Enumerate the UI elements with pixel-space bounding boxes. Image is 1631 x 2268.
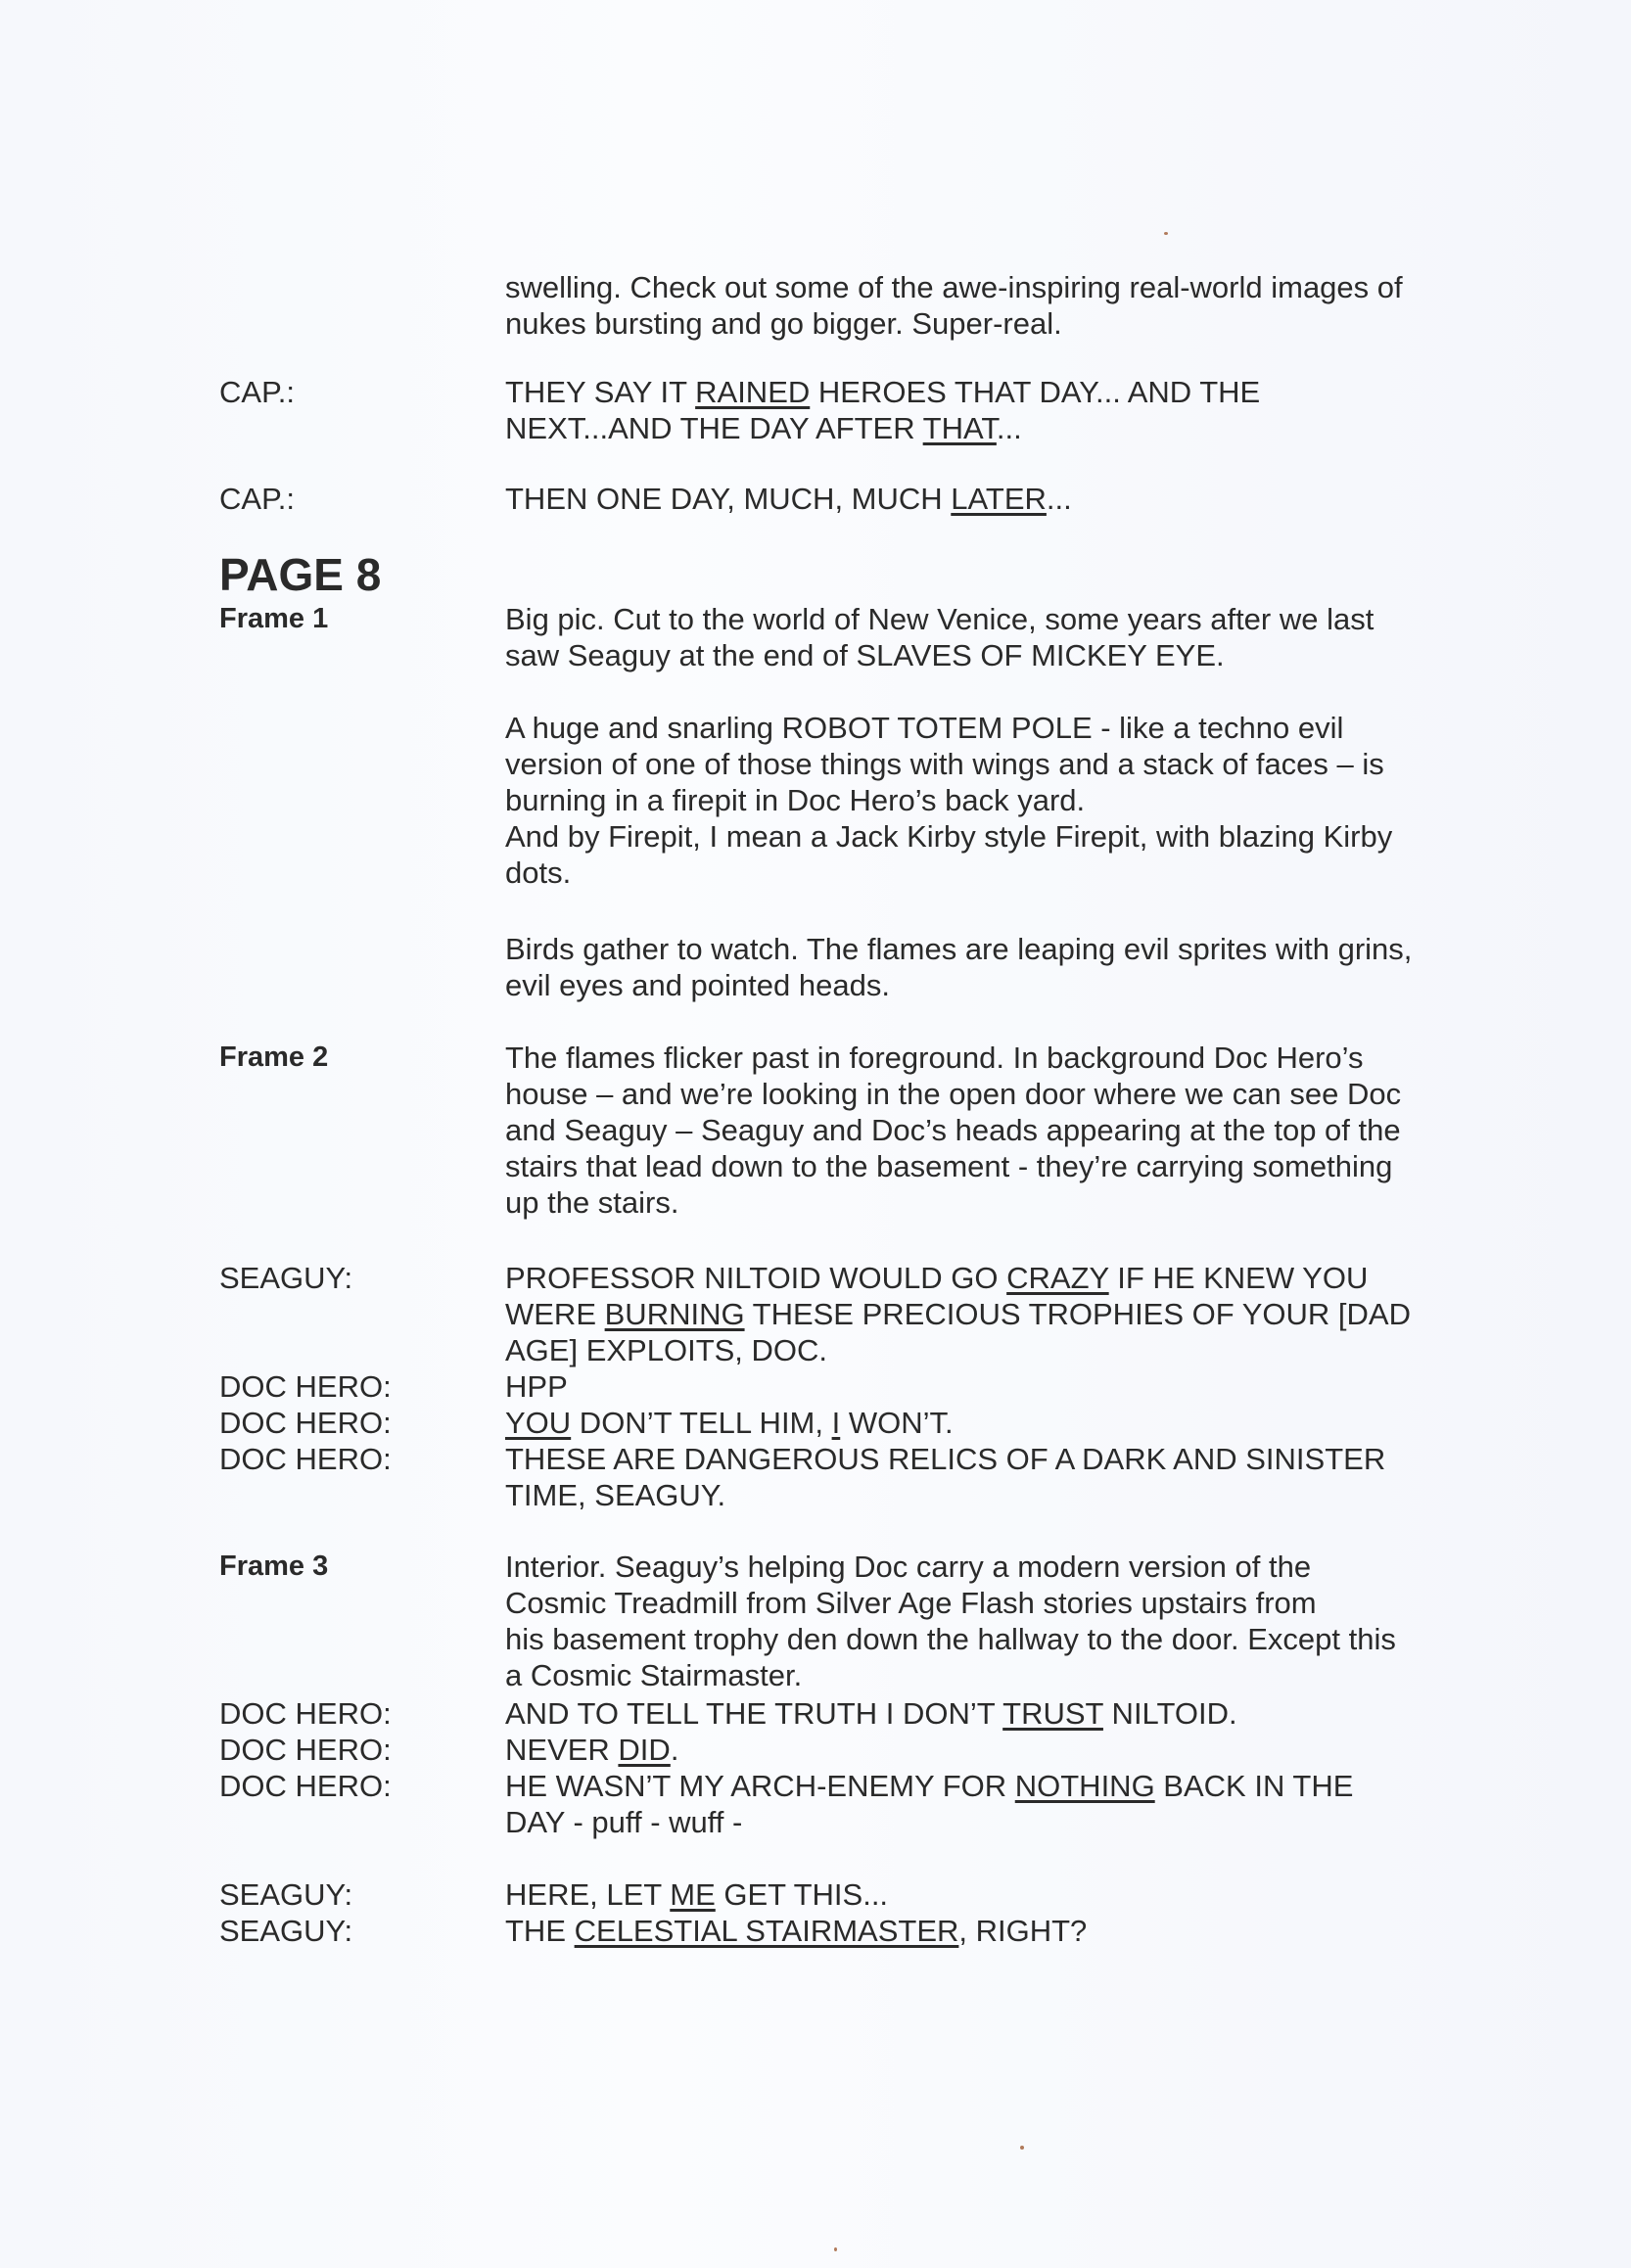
text-line: up the stairs. — [505, 1185, 679, 1220]
text-line: The flames flicker past in foreground. In background Doc Hero’s — [505, 1041, 1364, 1075]
speaker-label: CAP.: — [219, 482, 295, 516]
text-line: HPP — [505, 1369, 568, 1404]
text-line: dots. — [505, 856, 572, 890]
text-line: HE WASN’T MY ARCH-ENEMY FOR NOTHING BACK IN THE — [505, 1769, 1354, 1803]
text-line: AND TO TELL THE TRUTH I DON’T TRUST NILTOID. — [505, 1696, 1237, 1731]
dialogue-text — [505, 1913, 1465, 1949]
text-line: NEVER DID. — [505, 1733, 679, 1767]
text-line: PROFESSOR NILTOID WOULD GO CRAZY IF HE KNEW YOU — [505, 1261, 1369, 1295]
dialogue-text — [505, 1768, 1465, 1840]
text-line: AGE] EXPLOITS, DOC. — [505, 1333, 828, 1367]
dialogue-text — [505, 374, 1465, 446]
dialogue-text — [505, 1368, 1465, 1405]
text-line: TIME, SEAGUY. — [505, 1478, 726, 1512]
text-line: Interior. Seaguy’s helping Doc carry a modern version of the — [505, 1550, 1312, 1584]
speaker-label: CAP.: — [219, 375, 295, 409]
text-line: YOU DON’T TELL HIM, I WON’T. — [505, 1406, 954, 1440]
underlined-emphasis: ME — [670, 1877, 716, 1912]
paper-speck — [1020, 2146, 1024, 2150]
text-line: and Seaguy – Seaguy and Doc’s heads appearing at the top of the — [505, 1113, 1401, 1147]
frame-label: Frame 1 — [219, 603, 329, 634]
text-line: nukes bursting and go bigger. Super-real. — [505, 306, 1062, 341]
text-line: his basement trophy den down the hallway to the door. Except this — [505, 1622, 1396, 1656]
underlined-emphasis: RAINED — [695, 375, 811, 409]
text-line: version of one of those things with wings and a stack of faces – is — [505, 747, 1384, 781]
panel-description — [505, 1549, 1465, 1693]
dialogue-text — [505, 1260, 1465, 1368]
underlined-emphasis: DID — [618, 1733, 671, 1767]
speaker-label: DOC HERO: — [219, 1406, 392, 1440]
panel-description — [505, 1040, 1465, 1221]
text-line: house – and we’re looking in the open door where we can see Doc — [505, 1077, 1402, 1111]
speaker-label: SEAGUY: — [219, 1877, 353, 1912]
text-line: burning in a firepit in Doc Hero’s back yard. — [505, 783, 1086, 817]
text-line: THE CELESTIAL STAIRMASTER, RIGHT? — [505, 1914, 1088, 1948]
speaker-label: DOC HERO: — [219, 1369, 392, 1404]
speaker-label: DOC HERO: — [219, 1696, 392, 1731]
text-line: stairs that lead down to the basement - they’re carrying something — [505, 1149, 1393, 1183]
text-line: A huge and snarling ROBOT TOTEM POLE - like a techno evil — [505, 711, 1344, 745]
underlined-emphasis: THAT — [922, 411, 997, 445]
dialogue-text — [505, 1405, 1465, 1441]
underlined-emphasis: CRAZY — [1006, 1261, 1109, 1295]
panel-description — [505, 269, 1465, 342]
speaker-label: SEAGUY: — [219, 1914, 353, 1948]
text-line: Big pic. Cut to the world of New Venice, some years after we last — [505, 602, 1375, 636]
dialogue-text — [505, 1876, 1465, 1913]
frame-label: Frame 3 — [219, 1551, 329, 1582]
page-heading: PAGE 8 — [219, 549, 382, 600]
text-line: Cosmic Treadmill from Silver Age Flash stories upstairs from — [505, 1586, 1317, 1620]
text-line: evil eyes and pointed heads. — [505, 968, 890, 1002]
dialogue-text — [505, 1695, 1465, 1732]
underlined-emphasis: LATER — [951, 482, 1047, 516]
text-line: DAY - puff - wuff - — [505, 1805, 743, 1839]
text-line: And by Firepit, I mean a Jack Kirby style Firepit, with blazing Kirby — [505, 819, 1393, 854]
underlined-emphasis: CELESTIAL STAIRMASTER — [574, 1914, 959, 1948]
underlined-emphasis: NOTHING — [1014, 1769, 1155, 1803]
paper-speck — [1164, 232, 1168, 235]
panel-description — [505, 601, 1465, 673]
frame-label: Frame 2 — [219, 1041, 329, 1073]
panel-description — [505, 710, 1465, 891]
text-line: HERE, LET ME GET THIS... — [505, 1877, 889, 1912]
speaker-label: DOC HERO: — [219, 1442, 392, 1476]
dialogue-text — [505, 1732, 1465, 1768]
text-line: Birds gather to watch. The flames are leaping evil sprites with grins, — [505, 932, 1413, 966]
underlined-emphasis: YOU — [505, 1406, 572, 1440]
text-line: swelling. Check out some of the awe-inspiring real-world images of — [505, 270, 1403, 304]
text-line: THESE ARE DANGEROUS RELICS OF A DARK AND SINISTER — [505, 1442, 1386, 1476]
paper-speck — [834, 2247, 837, 2251]
panel-description — [505, 931, 1465, 1003]
text-line: NEXT...AND THE DAY AFTER THAT... — [505, 411, 1022, 445]
underlined-emphasis: I — [831, 1406, 841, 1440]
dialogue-text — [505, 481, 1465, 517]
text-line: THEN ONE DAY, MUCH, MUCH LATER... — [505, 482, 1072, 516]
text-line: THEY SAY IT RAINED HEROES THAT DAY... AND THE — [505, 375, 1261, 409]
text-line: WERE BURNING THESE PRECIOUS TROPHIES OF YOUR [DAD — [505, 1297, 1411, 1331]
text-line: saw Seaguy at the end of SLAVES OF MICKEY EYE. — [505, 638, 1225, 672]
dialogue-text — [505, 1441, 1465, 1513]
speaker-label: SEAGUY: — [219, 1261, 353, 1295]
text-line: a Cosmic Stairmaster. — [505, 1658, 803, 1692]
underlined-emphasis: TRUST — [1002, 1696, 1103, 1731]
speaker-label: DOC HERO: — [219, 1733, 392, 1767]
underlined-emphasis: BURNING — [604, 1297, 745, 1331]
speaker-label: DOC HERO: — [219, 1769, 392, 1803]
